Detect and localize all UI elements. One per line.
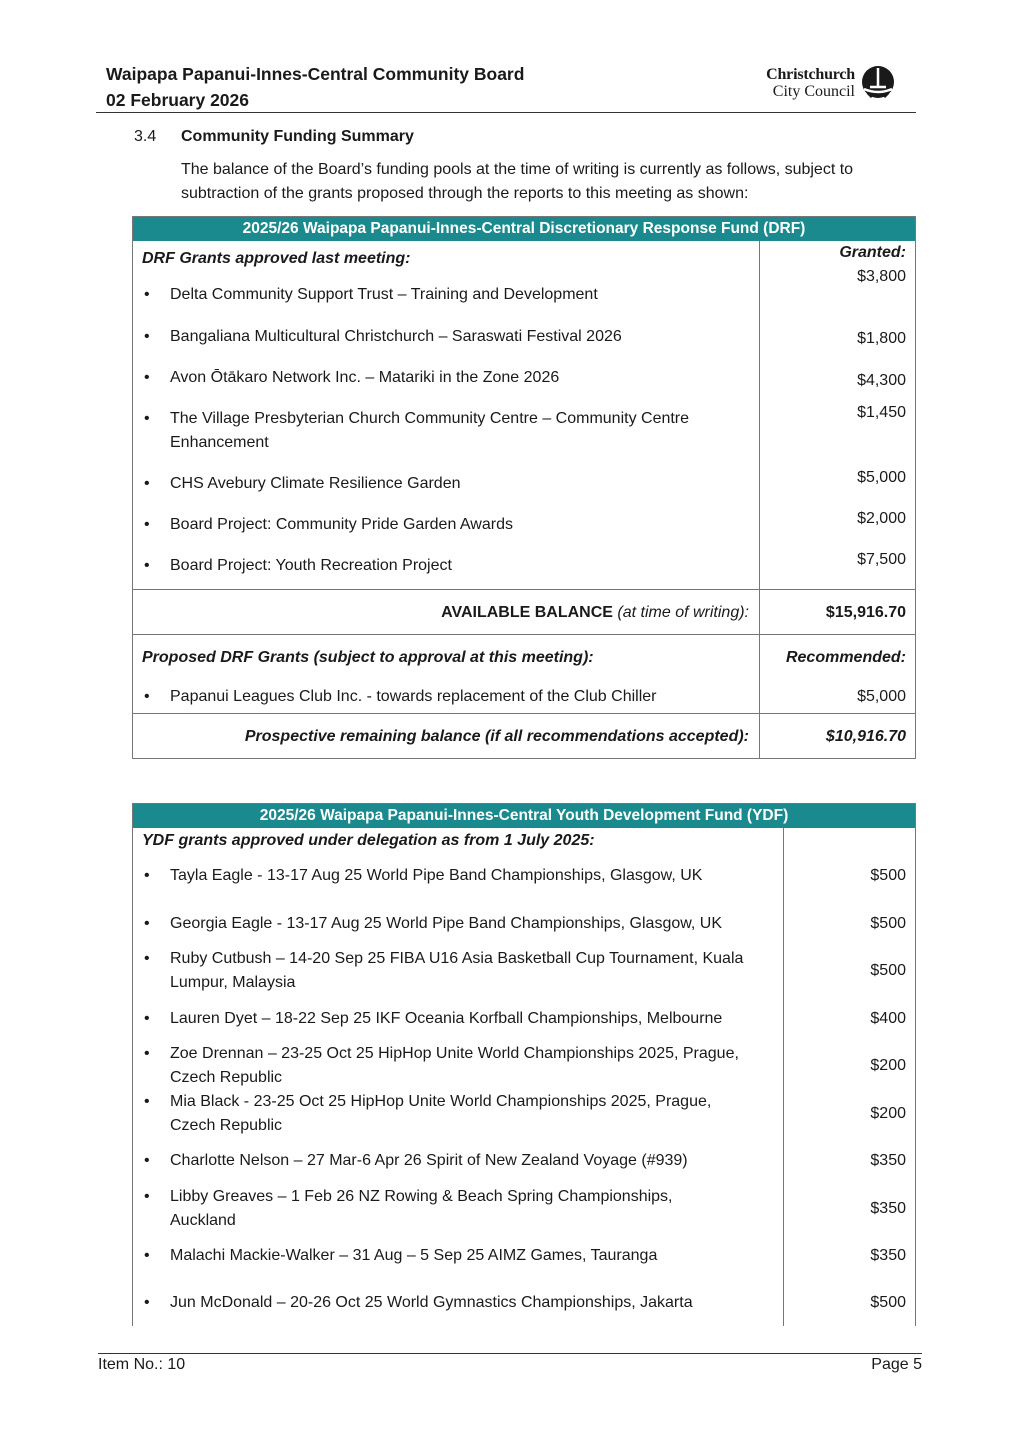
drf-approved-heading: DRF Grants approved last meeting: bbox=[142, 250, 411, 267]
bullet-icon: • bbox=[144, 688, 150, 705]
ydf-item-text: Tayla Eagle - 13-17 Aug 25 World Pipe Band Championships, Glasgow, UK bbox=[170, 867, 703, 884]
drf-granted-heading: Granted: bbox=[839, 244, 906, 261]
ydf-approved-heading: YDF grants approved under delegation as from 1 July 2025: bbox=[142, 832, 595, 849]
item-number: Item No.: 10 bbox=[98, 1356, 186, 1373]
available-balance-value: $15,916.70 bbox=[825, 604, 906, 621]
drf-item-text: CHS Avebury Climate Resilience Garden bbox=[170, 475, 461, 492]
drf-item-text: Board Project: Community Pride Garden Awards bbox=[170, 516, 513, 533]
bullet-icon: • bbox=[144, 1045, 150, 1062]
council-logo bbox=[766, 64, 896, 102]
bullet-icon: • bbox=[144, 516, 150, 533]
prospective-balance-label: Prospective remaining balance (if all recommendations accepted): bbox=[244, 728, 749, 745]
drf-item-amount: $7,500 bbox=[857, 551, 906, 568]
ydf-table bbox=[132, 803, 916, 1326]
bullet-icon: • bbox=[144, 915, 150, 932]
drf-item-amount: $1,800 bbox=[857, 330, 906, 347]
ydf-item-amount: $350 bbox=[870, 1247, 906, 1264]
ydf-item-amount: $500 bbox=[870, 867, 906, 884]
logo-line-2: City Council bbox=[772, 83, 855, 100]
drf-table bbox=[132, 216, 916, 759]
bullet-icon: • bbox=[144, 369, 150, 386]
available-balance-label bbox=[441, 601, 749, 625]
drf-item-text: Board Project: Youth Recreation Project bbox=[170, 557, 452, 574]
bullet-icon: • bbox=[144, 286, 150, 303]
row-divider bbox=[133, 589, 915, 590]
board-title: Waipapa Papanui-Innes-Central Community Board bbox=[106, 64, 525, 84]
drf-item-amount: $3,800 bbox=[857, 268, 906, 285]
drf-item-amount: $5,000 bbox=[857, 469, 906, 486]
prospective-balance-value: $10,916.70 bbox=[825, 728, 906, 745]
drf-item-text: Bangaliana Multicultural Christchurch – Saraswati Festival 2026 bbox=[170, 328, 622, 345]
column-divider bbox=[759, 241, 760, 758]
ydf-item-amount: $200 bbox=[870, 1057, 906, 1074]
ydf-item-amount: $500 bbox=[870, 915, 906, 932]
drf-item-amount: $4,300 bbox=[857, 372, 906, 389]
ydf-item-text: Malachi Mackie-Walker – 31 Aug – 5 Sep 25 AIMZ Games, Tauranga bbox=[170, 1247, 658, 1264]
bullet-icon: • bbox=[144, 1188, 150, 1205]
ydf-item-text: Jun McDonald – 20-26 Oct 25 World Gymnastics Championships, Jakarta bbox=[170, 1294, 693, 1311]
drf-item-amount: $2,000 bbox=[857, 510, 906, 527]
available-note: (at time of writing): bbox=[617, 604, 749, 621]
page-header bbox=[96, 62, 916, 113]
ydf-item-amount: $200 bbox=[870, 1105, 906, 1122]
drf-recommended-heading: Recommended: bbox=[785, 649, 906, 666]
logo-line-1: Christchurch bbox=[766, 66, 855, 83]
bullet-icon: • bbox=[144, 328, 150, 345]
bullet-icon: • bbox=[144, 410, 150, 427]
ydf-item-amount: $500 bbox=[870, 962, 906, 979]
drf-proposed-item-amount: $5,000 bbox=[857, 688, 906, 705]
bullet-icon: • bbox=[144, 475, 150, 492]
available-label: AVAILABLE BALANCE bbox=[441, 604, 613, 621]
drf-title: 2025/26 Waipapa Papanui-Innes-Central Discretionary Response Fund (DRF) bbox=[133, 217, 915, 241]
drf-item-text: The Village Presbyterian Church Community Centre – Community Centre Enhancement bbox=[170, 410, 690, 451]
page-number: Page 5 bbox=[871, 1356, 922, 1373]
drf-item-amount: $1,450 bbox=[857, 404, 906, 421]
page-footer bbox=[98, 1353, 922, 1373]
bullet-icon: • bbox=[144, 950, 150, 967]
column-divider bbox=[783, 828, 784, 1326]
drf-item-text: Avon Ōtākaro Network Inc. – Matariki in the Zone 2026 bbox=[170, 369, 560, 386]
bullet-icon: • bbox=[144, 1294, 150, 1311]
ydf-item-text: Lauren Dyet – 18-22 Sep 25 IKF Oceania Korfball Championships, Melbourne bbox=[170, 1010, 723, 1027]
section-intro: The balance of the Board’s funding pools at the time of writing is currently as follows, subject to subtraction of the grants proposed through the reports to this meeting as shown: bbox=[181, 161, 854, 202]
section-number: 3.4 bbox=[134, 128, 157, 145]
ydf-item-text: Mia Black - 23-25 Oct 25 HipHop Unite World Championships 2025, Prague, Czech Republic bbox=[170, 1093, 712, 1134]
cathedral-logo-icon bbox=[860, 65, 896, 101]
bullet-icon: • bbox=[144, 1093, 150, 1110]
meeting-date: 02 February 2026 bbox=[106, 90, 250, 110]
section-title: Community Funding Summary bbox=[181, 128, 414, 145]
ydf-item-text: Georgia Eagle - 13-17 Aug 25 World Pipe Band Championships, Glasgow, UK bbox=[170, 915, 723, 932]
ydf-item-amount: $500 bbox=[870, 1294, 906, 1311]
bullet-icon: • bbox=[144, 1010, 150, 1027]
ydf-item-text: Charlotte Nelson – 27 Mar-6 Apr 26 Spirit of New Zealand Voyage (#939) bbox=[170, 1152, 688, 1169]
ydf-item-text: Zoe Drennan – 23-25 Oct 25 HipHop Unite World Championships 2025, Prague, Czech Republic bbox=[170, 1045, 739, 1086]
bullet-icon: • bbox=[144, 1247, 150, 1264]
row-divider bbox=[133, 634, 915, 635]
ydf-title: 2025/26 Waipapa Papanui-Innes-Central Youth Development Fund (YDF) bbox=[133, 804, 915, 828]
bullet-icon: • bbox=[144, 1152, 150, 1169]
ydf-item-amount: $350 bbox=[870, 1200, 906, 1217]
ydf-item-amount: $350 bbox=[870, 1152, 906, 1169]
drf-proposed-item-text: Papanui Leagues Club Inc. - towards replacement of the Club Chiller bbox=[170, 688, 657, 705]
bullet-icon: • bbox=[144, 557, 150, 574]
ydf-item-text: Libby Greaves – 1 Feb 26 NZ Rowing & Beach Spring Championships, Auckland bbox=[170, 1188, 673, 1229]
drf-proposed-heading: Proposed DRF Grants (subject to approval at this meeting): bbox=[142, 649, 594, 666]
row-divider bbox=[133, 713, 915, 714]
ydf-item-text: Ruby Cutbush – 14-20 Sep 25 FIBA U16 Asia Basketball Cup Tournament, Kuala Lumpur, Malaysia bbox=[170, 950, 744, 991]
ydf-item-amount: $400 bbox=[870, 1010, 906, 1027]
bullet-icon: • bbox=[144, 867, 150, 884]
drf-item-text: Delta Community Support Trust – Training and Development bbox=[170, 286, 598, 303]
